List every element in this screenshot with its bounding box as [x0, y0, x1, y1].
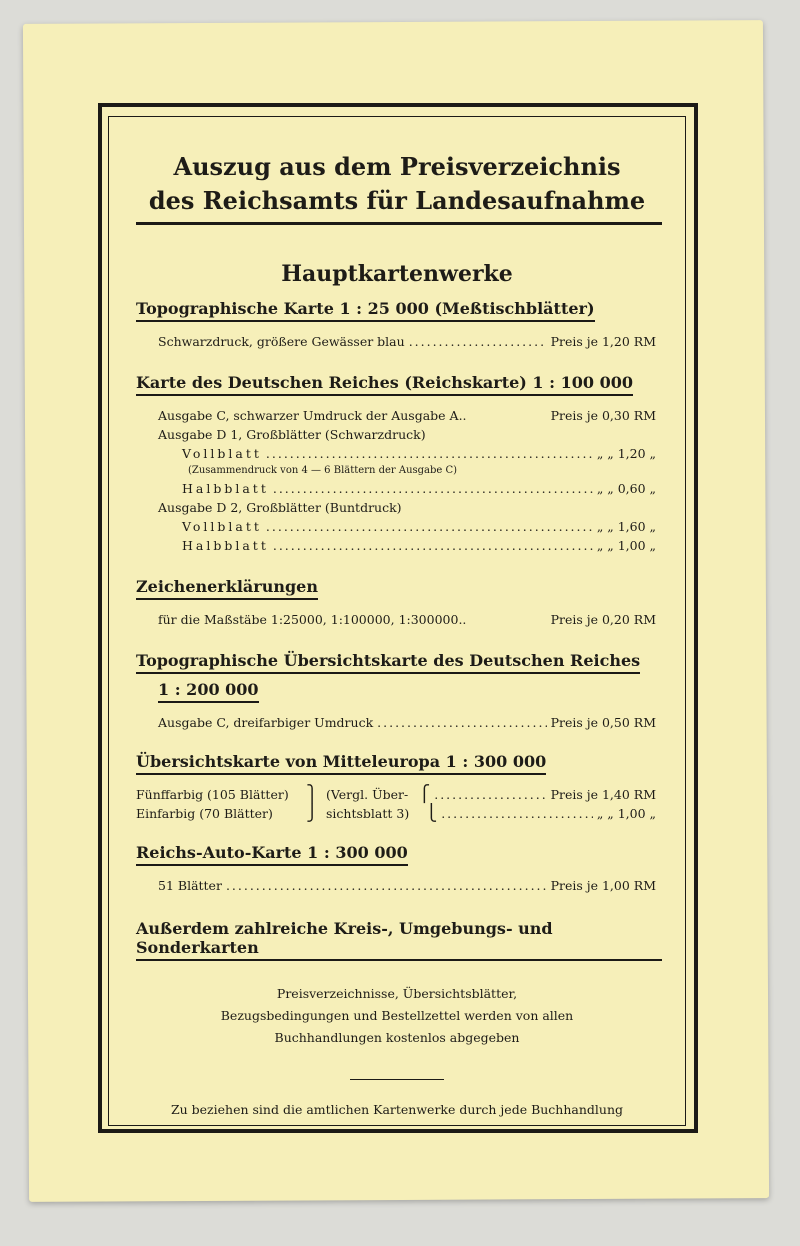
- reference-note: (Vergl. Über-: [326, 787, 409, 802]
- brace-icon: ⎧: [418, 784, 431, 803]
- price-line: [182, 479, 656, 498]
- section-extra: [118, 919, 676, 961]
- section-heading: Karte des Deutschen Reiches (Reichskarte) 1 : 100 000: [136, 373, 633, 396]
- price-line: [158, 876, 656, 895]
- price-value: „ „ 1,20 „: [596, 446, 656, 461]
- price-label: für die Maßstäbe 1:25000, 1:100000, 1:300000..: [158, 612, 467, 627]
- price-label: Ausgabe C, schwarzer Umdruck der Ausgabe A..: [158, 408, 467, 423]
- price-label: Halbblatt: [182, 538, 269, 553]
- price-value: „ „ 1,00 „: [596, 806, 656, 821]
- price-value: Preis je 0,20 RM: [550, 612, 656, 627]
- document-title: [118, 150, 676, 218]
- section-topo: [118, 299, 676, 351]
- title-line-1: Auszug aus dem Preisverzeichnis: [173, 152, 621, 181]
- section-uebersicht-reich: [118, 651, 676, 732]
- price-line: [136, 785, 656, 804]
- price-label: Vollblatt: [182, 519, 262, 534]
- section-zeichen: [118, 577, 676, 629]
- price-label: Ausgabe C, dreifarbiger Umdruck: [158, 715, 374, 730]
- dot-leader: [226, 876, 547, 895]
- title-line-2: des Reichsamts für Landesaufnahme: [148, 186, 646, 215]
- section-heading: Topographische Karte 1 : 25 000 (Meßtischblätter): [136, 299, 595, 322]
- dot-leader: [409, 332, 547, 351]
- price-value: Preis je 0,30 RM: [550, 408, 656, 423]
- footer-line: Bezugsbedingungen und Bestellzettel werden von allen: [220, 1008, 574, 1023]
- section-heading: Topographische Übersichtskarte des Deutschen Reiches: [136, 651, 640, 674]
- price-value: „ „ 1,60 „: [596, 519, 656, 534]
- section-heading: Übersichtskarte von Mitteleuropa 1 : 300 000: [136, 752, 546, 775]
- footer-line: Preisverzeichnisse, Übersichtsblätter,: [276, 986, 518, 1001]
- price-line: [182, 444, 656, 463]
- title-rule: [136, 222, 662, 225]
- price-line: [182, 517, 656, 536]
- price-value: Preis je 1,00 RM: [550, 878, 656, 893]
- price-label: Vollblatt: [182, 446, 262, 461]
- dot-leader: [377, 713, 546, 732]
- divider: [350, 1079, 444, 1080]
- price-label: Fünffarbig (105 Blätter): [136, 787, 289, 802]
- price-label: Einfarbig (70 Blätter): [136, 806, 273, 821]
- footer-line: Buchhandlungen kostenlos abgegeben: [274, 1030, 520, 1045]
- section-auto: [118, 843, 676, 895]
- price-line: [158, 406, 656, 425]
- section-heading: Reichs-Auto-Karte 1 : 300 000: [136, 843, 408, 866]
- reference-note: sichtsblatt 3): [326, 806, 410, 821]
- edition-note: (Zusammendruck von 4 — 6 Blättern der Ausgabe C): [188, 465, 458, 476]
- main-heading: Hauptkartenwerke: [281, 261, 513, 287]
- price-value: Preis je 0,50 RM: [550, 715, 656, 730]
- price-line: [158, 713, 656, 732]
- price-label: 51 Blätter: [158, 878, 222, 893]
- price-label: Schwarzdruck, größere Gewässer blau: [158, 334, 405, 349]
- price-value: Preis je 1,20 RM: [550, 334, 656, 349]
- dot-leader: [441, 804, 593, 823]
- section-reichskarte: [118, 373, 676, 555]
- brace-icon: ⎫: [306, 784, 318, 803]
- price-line: [136, 804, 656, 823]
- dot-leader: [273, 479, 593, 498]
- dot-leader: [266, 517, 593, 536]
- price-line: [158, 332, 656, 351]
- price-label: Halbblatt: [182, 481, 269, 496]
- price-line: [182, 536, 656, 555]
- section-mitteleuropa: [118, 752, 676, 823]
- brace-icon: ⎩: [425, 803, 438, 822]
- document-content: [118, 130, 676, 1117]
- dot-leader: [266, 444, 593, 463]
- price-line: [158, 610, 656, 629]
- section-heading: Zeichenerklärungen: [136, 577, 318, 600]
- dot-leader: [273, 536, 593, 555]
- price-value: Preis je 1,40 RM: [550, 787, 656, 802]
- price-value: „ „ 1,00 „: [596, 538, 656, 553]
- section-heading: Außerdem zahlreiche Kreis-, Umgebungs- und Sonderkarten: [136, 919, 662, 961]
- dot-leader: [434, 785, 546, 804]
- edition-label: Ausgabe D 2, Großblätter (Buntdruck): [158, 500, 402, 515]
- brace-icon: ⎭: [306, 803, 318, 822]
- edition-label: Ausgabe D 1, Großblätter (Schwarzdruck): [158, 427, 426, 442]
- footer-bottom: Zu beziehen sind die amtlichen Kartenwerke durch jede Buchhandlung: [170, 1102, 624, 1117]
- section-scale: 1 : 200 000: [158, 680, 259, 703]
- footer-notes: [118, 983, 676, 1049]
- price-value: „ „ 0,60 „: [596, 481, 656, 496]
